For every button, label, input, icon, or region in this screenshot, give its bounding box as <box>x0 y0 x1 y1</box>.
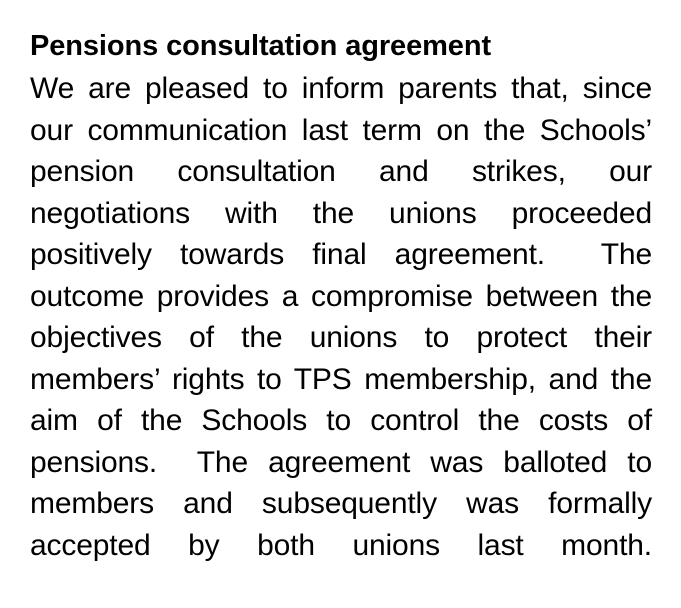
article-body-text: We are pleased to inform parents that, since our communication last term on the Schools’ pension consultation and strikes, our negotiations with the unions proceeded positively towards final agreement. The outcome provides a compromise between the objectives of the unions to protect their members’ rights to TPS membership, and the aim of the Schools to control the costs of pensions. The agreement was balloted to members and subsequently was formally accepted by both unions last month. <box>30 72 661 562</box>
article-pensions-consultation-agreement <box>30 28 661 608</box>
article-heading: Pensions consultation agreement <box>30 30 491 62</box>
